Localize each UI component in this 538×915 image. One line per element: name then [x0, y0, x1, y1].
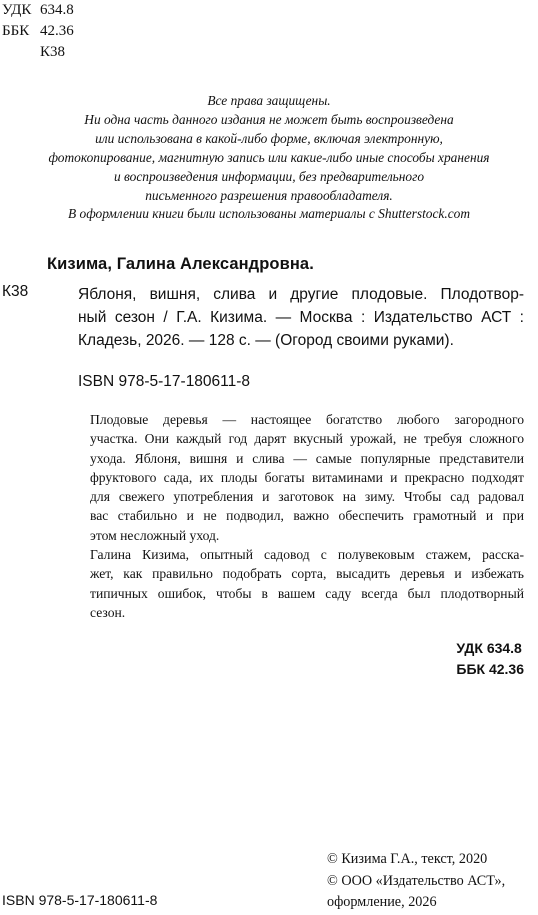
annotation-line: участка. Они каждый год дарят вкусный урожай, не требуя сложного — [90, 431, 524, 447]
classification-header — [2, 0, 74, 63]
udk-value: 634.8 — [40, 2, 74, 18]
annotation-line: ухода. Яблоня, вишня и слива — самые популярные представители — [90, 450, 524, 466]
rights-line: письменного разрешения правообладателя. — [145, 187, 393, 203]
copyright-line: © Кизима Г.А., текст, 2020 — [327, 851, 488, 867]
annotation-line: вас стабильно и не подводил, важно обеспечить грамотный и при — [90, 508, 524, 524]
biblio-line: Яблоня, вишня, слива и другие плодовые. Плодотвор- — [78, 286, 524, 303]
annotation-line: Плодовые деревья — настоящее богатство любого загородного — [90, 412, 524, 427]
annotation-line: сезон. — [90, 604, 126, 620]
bibliographic-description — [78, 283, 524, 352]
copyright-line: оформление, 2026 — [327, 894, 437, 910]
annotation-line: типичных ошибок, чтобы в вашем саду всегда был плодотворный — [90, 585, 524, 601]
udk-row — [2, 0, 74, 21]
annotation-line: для свежего употребления и заготовок на зиму. Чтобы сад радовал — [90, 489, 524, 505]
bbk-label: ББК — [2, 23, 30, 39]
author-heading: Кизима, Галина Александровна. — [47, 255, 314, 273]
author-sign: К38 — [40, 44, 66, 60]
annotation-line: Галина Кизима, опытный садовод с полувековым стажем, расска- — [90, 547, 524, 563]
rights-line: Все права защищены. — [207, 93, 331, 108]
rights-notice — [0, 92, 538, 224]
rights-line: или использована в какой-либо форме, включая электронную, — [95, 130, 443, 146]
isbn-main: ISBN 978-5-17-180611-8 — [78, 373, 251, 390]
udk-footer: УДК 634.8 — [456, 640, 522, 656]
annotation-line: фруктового сада, их плоды богаты витаминами и прекрасно подходят — [90, 469, 524, 485]
bbk-value: 42.36 — [40, 23, 74, 39]
catalog-sign: К38 — [2, 283, 29, 300]
rights-line: В оформлении книги были использованы материалы с Shutterstock.com — [67, 206, 471, 222]
copyright-line: © ООО «Издательство АСТ», — [327, 872, 506, 889]
classification-footer — [456, 638, 524, 680]
udk-label: УДК — [2, 2, 32, 18]
isbn-bottom: ISBN 978-5-17-180611-8 — [2, 892, 158, 908]
annotation-line: этом несложный уход. — [90, 527, 220, 543]
annotation-line: жет, как правильно подобрать сорта, высадить деревья и избежать — [90, 566, 524, 582]
annotation — [90, 410, 524, 622]
bbk-row — [2, 21, 74, 42]
biblio-line: ный сезон / Г.А. Кизима. — Москва : Издательство АСТ : — [78, 309, 524, 326]
bbk-footer: ББК 42.36 — [456, 661, 524, 677]
rights-line: фотокопирование, магнитную запись или какие-либо иные способы хранения — [48, 149, 490, 165]
rights-line: и воспроизведения информации, без предварительного — [113, 168, 425, 184]
copyright-block — [327, 849, 505, 914]
rights-line: Ни одна часть данного издания не может быть воспроизведена — [84, 111, 454, 127]
biblio-line: Кладезь, 2026. — 128 с. — (Огород своими руками). — [78, 332, 454, 349]
